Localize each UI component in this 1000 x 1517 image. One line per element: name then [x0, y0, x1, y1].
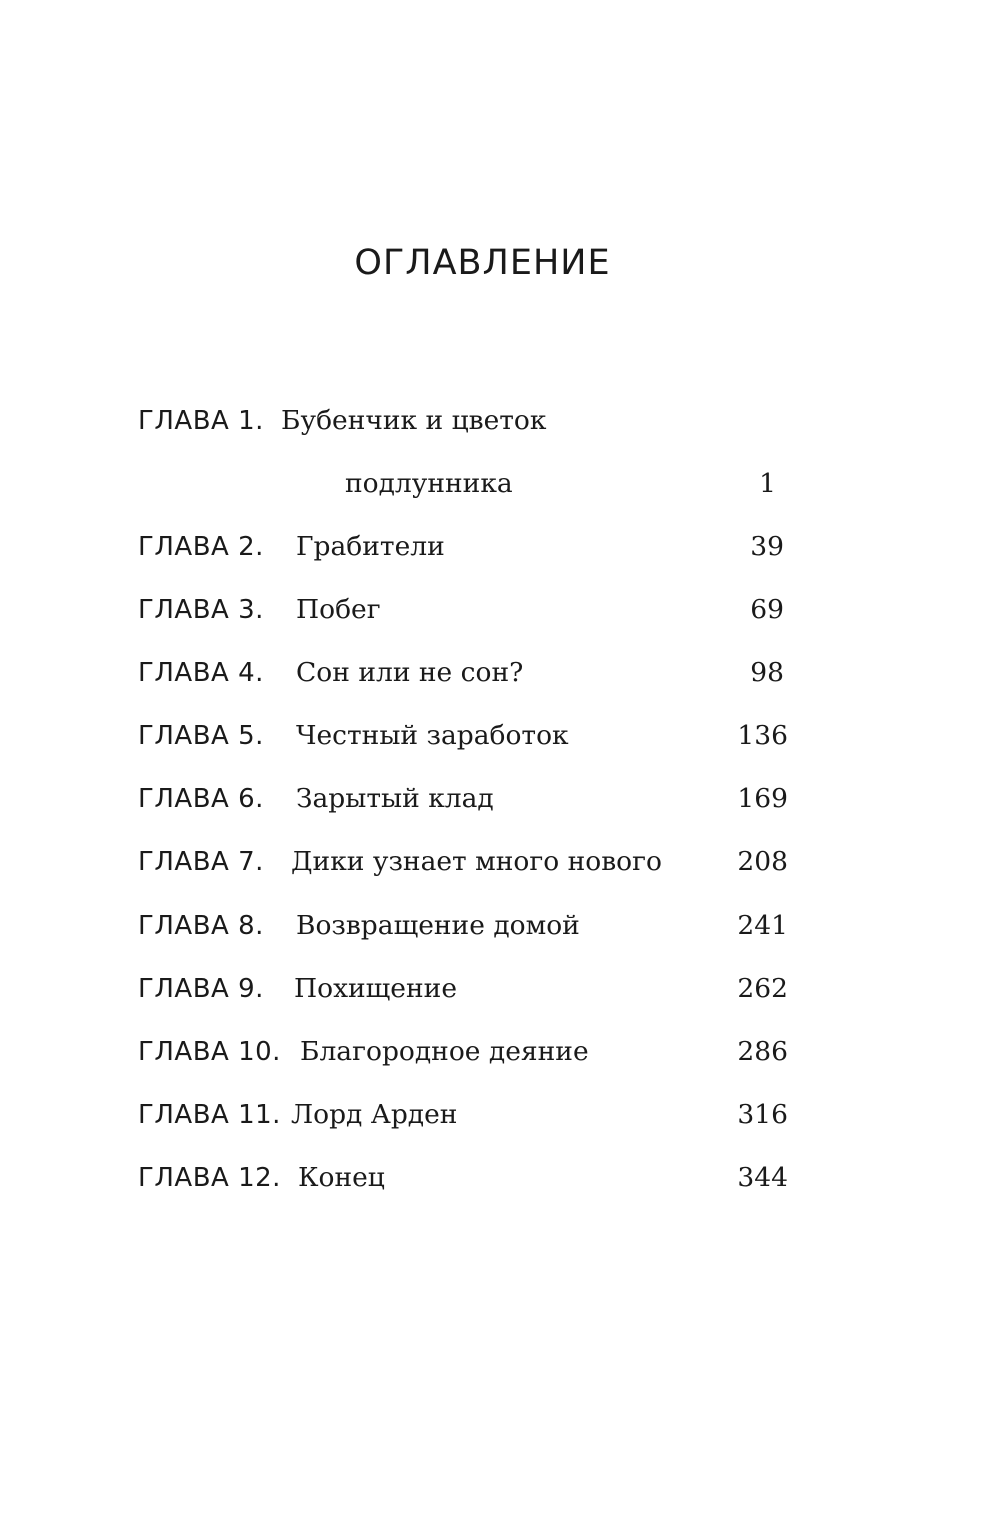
chapter-title: Дики узнает много нового [291, 846, 662, 877]
page-number: 344 [737, 1162, 788, 1193]
chapter-title: Возвращение домой [296, 910, 580, 941]
chapter-label: ГЛАВА 1. [138, 406, 264, 436]
chapter-label: ГЛАВА 12. [138, 1163, 281, 1193]
toc-entry[interactable] [138, 401, 788, 441]
toc-entry[interactable] [138, 969, 788, 1009]
page-number: 262 [737, 973, 788, 1004]
toc-entry[interactable] [138, 1158, 788, 1198]
chapter-label: ГЛАВА 11. [138, 1100, 281, 1130]
page-number: 1 [759, 468, 776, 499]
toc-entry[interactable] [138, 653, 788, 693]
chapter-title: Зарытый клад [296, 783, 494, 814]
chapter-title: Сон или не сон? [296, 657, 524, 688]
chapter-label: ГЛАВА 5. [138, 721, 264, 751]
toc-entry[interactable] [138, 1032, 788, 1072]
chapter-label: ГЛАВА 10. [138, 1037, 281, 1067]
toc-entry[interactable] [138, 716, 788, 756]
toc-entry[interactable] [138, 842, 788, 882]
chapter-title: Конец [298, 1162, 385, 1193]
page-title: ОГЛАВЛЕНИЕ [354, 243, 611, 283]
page-number: 69 [750, 594, 784, 625]
chapter-title: Похищение [294, 973, 457, 1004]
chapter-label: ГЛАВА 8. [138, 911, 264, 941]
chapter-title: Побег [296, 594, 381, 625]
toc-entry[interactable] [138, 590, 788, 630]
chapter-label: ГЛАВА 7. [138, 847, 264, 877]
chapter-title: Лорд Арден [291, 1099, 458, 1130]
chapter-title: Бубенчик и цветок [281, 405, 547, 436]
page-number: 169 [737, 783, 788, 814]
page-number: 208 [737, 846, 788, 877]
toc-entry[interactable] [138, 1095, 788, 1135]
page-number: 39 [750, 531, 784, 562]
chapter-label: ГЛАВА 2. [138, 532, 264, 562]
page-number: 136 [737, 720, 788, 751]
chapter-label: ГЛАВА 9. [138, 974, 264, 1004]
chapter-title-continuation: подлунника [345, 468, 513, 499]
page-number: 316 [737, 1099, 788, 1130]
toc-entry[interactable] [138, 527, 788, 567]
toc-entry[interactable] [138, 906, 788, 946]
chapter-label: ГЛАВА 6. [138, 784, 264, 814]
page-number: 98 [750, 657, 784, 688]
page-number: 286 [737, 1036, 788, 1067]
chapter-title: Грабители [296, 531, 445, 562]
chapter-label: ГЛАВА 3. [138, 595, 264, 625]
chapter-title: Честный заработок [296, 720, 569, 751]
toc-entry-continuation[interactable] [138, 464, 788, 504]
chapter-title: Благородное деяние [300, 1036, 589, 1067]
page-number: 241 [737, 910, 788, 941]
chapter-label: ГЛАВА 4. [138, 658, 264, 688]
toc-entry[interactable] [138, 779, 788, 819]
